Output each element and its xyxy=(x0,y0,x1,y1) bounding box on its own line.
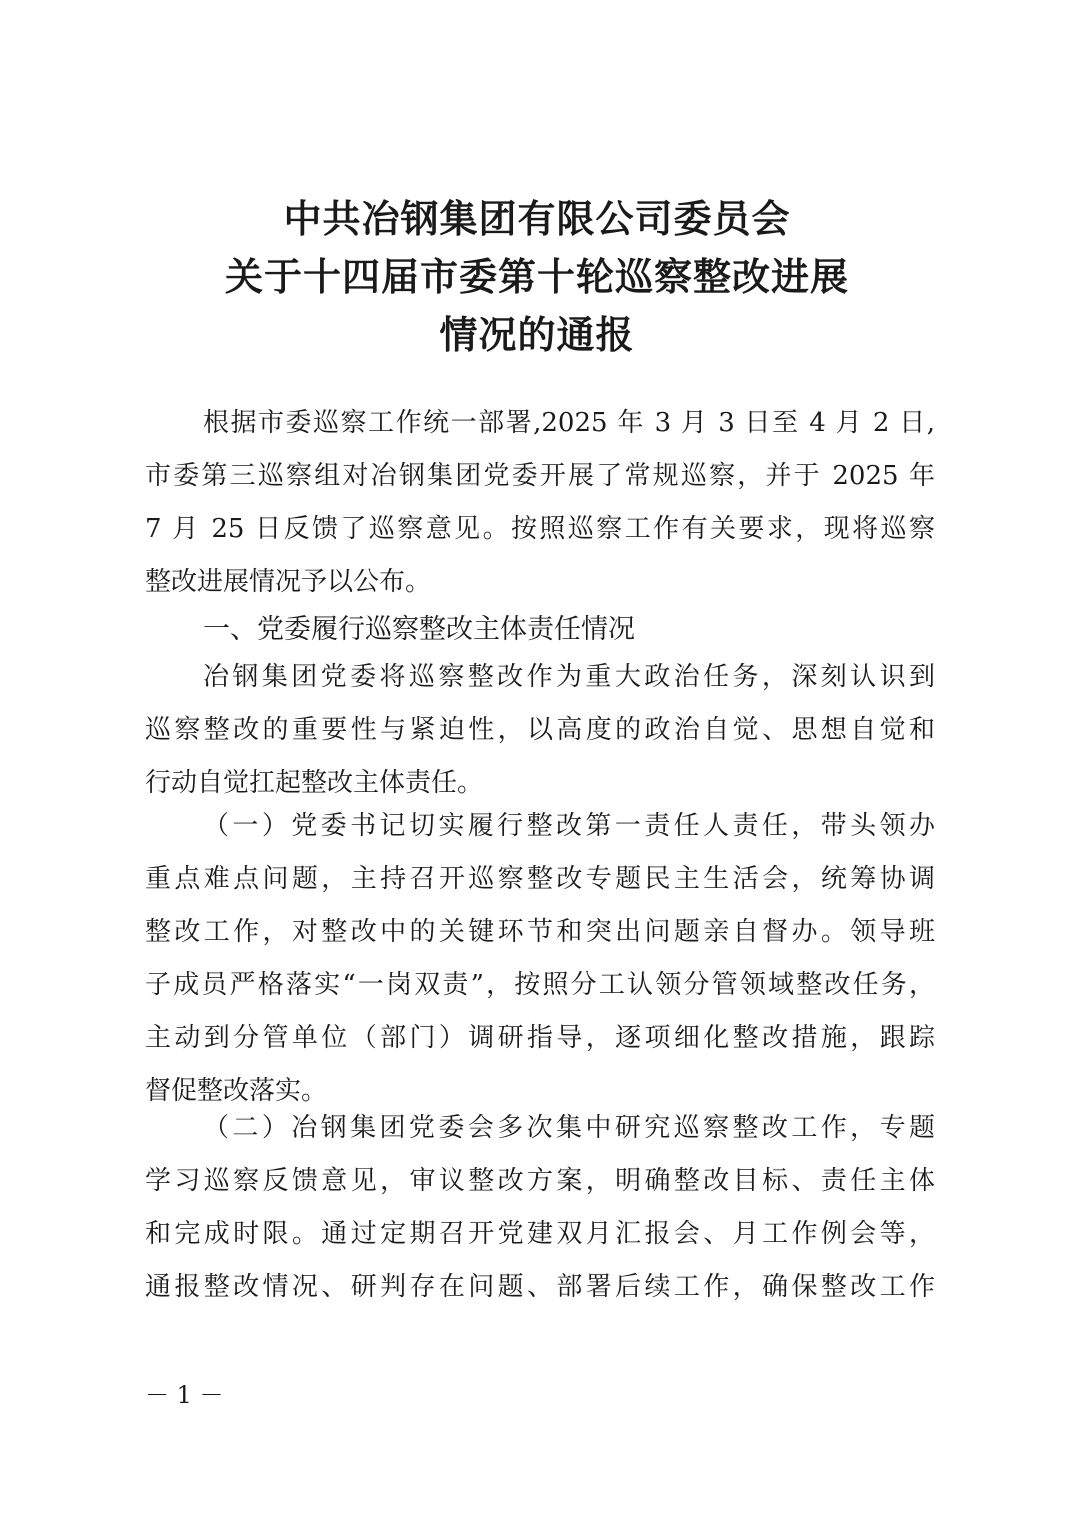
paragraph-line: 子成员严格落实“一岗双责”，按照分工认领分管领域整改任务， xyxy=(145,970,935,1000)
paragraph-line: 行动自觉扛起整改主体责任。 xyxy=(145,768,484,798)
paragraph-line: 巡察整改的重要性与紧迫性，以高度的政治自觉、思想自觉和 xyxy=(145,715,935,745)
section-heading-1: 一、党委履行巡察整改主体责任情况 xyxy=(203,614,635,645)
paragraph-line: 督促整改落实。 xyxy=(145,1076,328,1106)
paragraph-line: 7 月 25 日反馈了巡察意见。按照巡察工作有关要求，现将巡察 xyxy=(145,514,935,544)
paragraph-line: 冶钢集团党委将巡察整改作为重大政治任务，深刻认识到 xyxy=(203,662,935,692)
title-line-1: 中共冶钢集团有限公司委员会 xyxy=(283,197,791,241)
paragraph-section1-intro xyxy=(145,651,935,810)
paragraph-line: 主动到分管单位（部门）调研指导，逐项细化整改措施，跟踪 xyxy=(145,1023,935,1053)
paragraph-line: （二）冶钢集团党委会多次集中研究巡察整改工作，专题 xyxy=(203,1113,935,1143)
paragraph-item-1 xyxy=(145,800,935,1118)
paragraph-line: 市委第三巡察组对冶钢集团党委开展了常规巡察，并于 2025 年 xyxy=(145,461,935,491)
paragraph-line: 和完成时限。通过定期召开党建双月汇报会、月工作例会等， xyxy=(145,1219,935,1249)
paragraph-line: 学习巡察反馈意见，审议整改方案，明确整改目标、责任主体 xyxy=(145,1166,935,1196)
paragraph-intro xyxy=(145,397,935,609)
paragraph-line: （一）党委书记切实履行整改第一责任人责任，带头领办 xyxy=(203,811,935,841)
paragraph-line: 根据市委巡察工作统一部署,2025 年 3 月 3 日至 4 月 2 日, xyxy=(203,408,935,438)
title-line-3: 情况的通报 xyxy=(439,313,635,357)
title-line-2: 关于十四届市委第十轮巡察整改进展 xyxy=(224,255,849,299)
paragraph-line: 重点难点问题，主持召开巡察整改专题民主生活会，统筹协调 xyxy=(145,864,935,894)
paragraph-item-2 xyxy=(145,1102,935,1314)
paragraph-line: 通报整改情况、研判存在问题、部署后续工作，确保整改工作 xyxy=(145,1272,935,1302)
page-number: － 1 － xyxy=(145,1381,224,1409)
paragraph-line: 整改进展情况予以公布。 xyxy=(145,567,432,597)
paragraph-line: 整改工作，对整改中的关键环节和突出问题亲自督办。领导班 xyxy=(145,917,935,947)
